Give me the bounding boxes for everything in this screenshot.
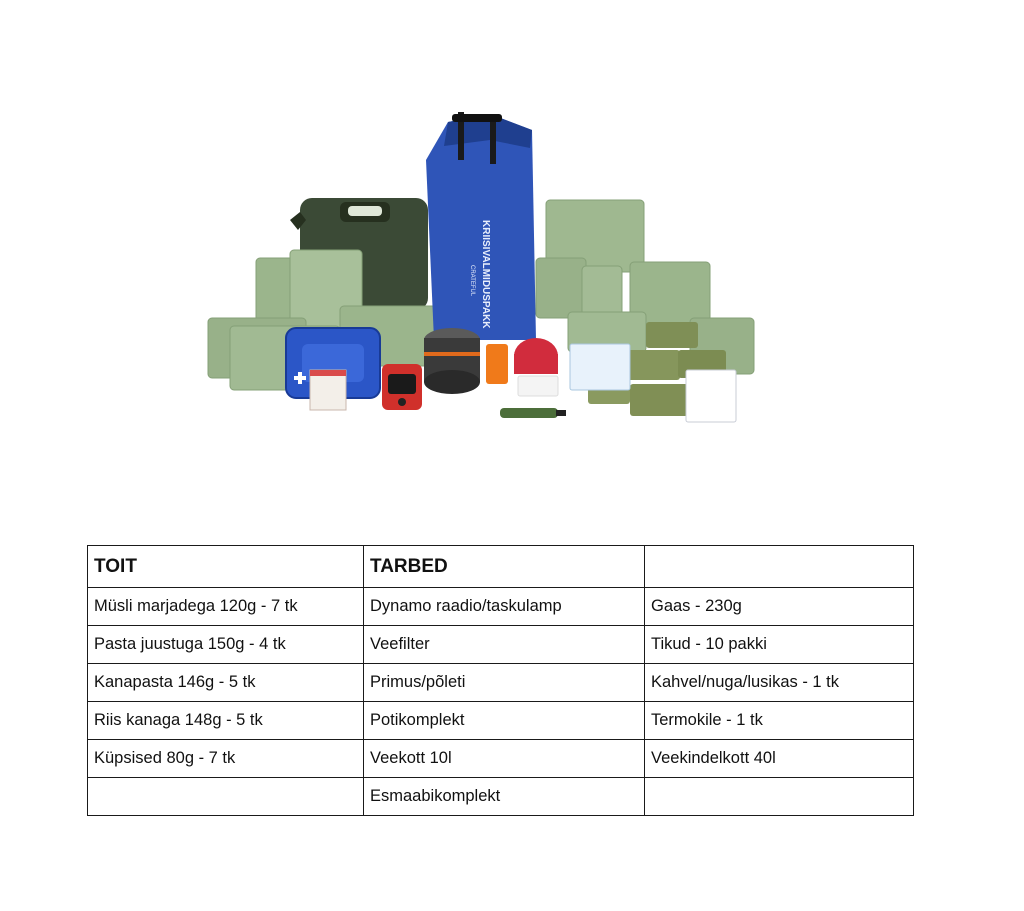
- table-cell: Tikud - 10 pakki: [645, 626, 914, 664]
- table-cell: [645, 778, 914, 816]
- table-row: [88, 664, 914, 702]
- bag-label: KRIISIVALMIDUSPAKK: [480, 220, 491, 329]
- header-food: TOIT: [88, 546, 364, 588]
- table-row: [88, 626, 914, 664]
- product-photo: [190, 100, 770, 435]
- table-cell: Riis kanaga 148g - 5 tk: [88, 702, 364, 740]
- table-header-row: [88, 546, 914, 588]
- table-cell: Potikomplekt: [364, 702, 645, 740]
- table-cell: Dynamo raadio/taskulamp: [364, 588, 645, 626]
- dynamo-radio: [382, 364, 422, 410]
- food-pouches-right: [536, 200, 754, 374]
- table-row: [88, 740, 914, 778]
- table-cell: Kanapasta 146g - 5 tk: [88, 664, 364, 702]
- table-row: [88, 778, 914, 816]
- table-cell: Pasta juustuga 150g - 4 tk: [88, 626, 364, 664]
- header-supplies: TARBED: [364, 546, 645, 588]
- table-cell: Veefilter: [364, 626, 645, 664]
- matchboxes: [310, 370, 346, 410]
- table-cell: [88, 778, 364, 816]
- table-row: [88, 702, 914, 740]
- table-cell: Veekott 10l: [364, 740, 645, 778]
- dry-bag: [426, 112, 536, 340]
- table-cell: Esmaabikomplekt: [364, 778, 645, 816]
- stove-and-gas: [486, 338, 558, 396]
- table-row: [88, 588, 914, 626]
- table-cell: Müsli marjadega 120g - 7 tk: [88, 588, 364, 626]
- table-cell: Veekindelkott 40l: [645, 740, 914, 778]
- table-cell: Primus/põleti: [364, 664, 645, 702]
- header-supplies-cont: [645, 546, 914, 588]
- water-filter: [500, 408, 566, 418]
- kit-contents-table: [87, 545, 914, 816]
- bag-brand: CRATEFUL: [469, 265, 475, 297]
- table-cell: Kahvel/nuga/lusikas - 1 tk: [645, 664, 914, 702]
- table-cell: Gaas - 230g: [645, 588, 914, 626]
- table-cell: Termokile - 1 tk: [645, 702, 914, 740]
- pot-set: [424, 328, 480, 394]
- table-cell: Küpsised 80g - 7 tk: [88, 740, 364, 778]
